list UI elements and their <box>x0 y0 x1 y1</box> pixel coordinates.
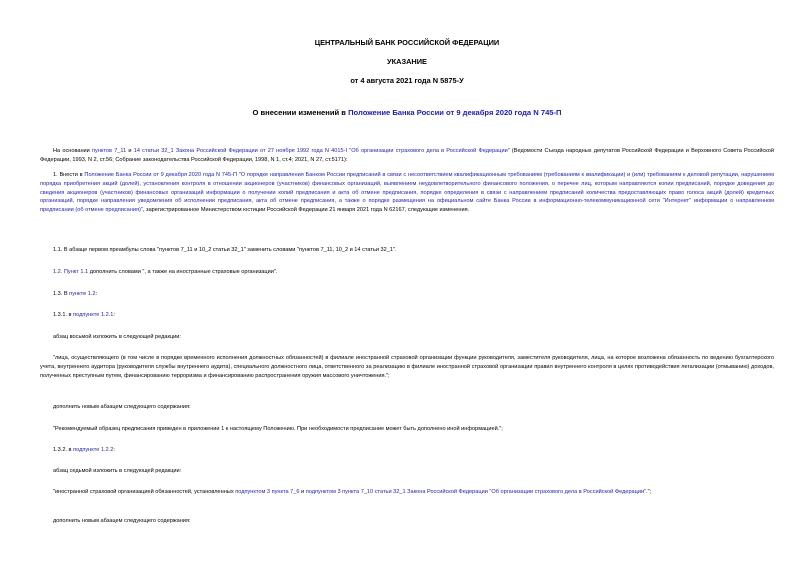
paragraph-eighth-abzac: абзац восьмой изложить в следующей редакции: <box>53 334 181 340</box>
link-point-1-2[interactable]: пункте 1.2 <box>69 291 96 297</box>
link-regulation-745-p[interactable]: Положение Банка России от 9 декабря 2020 года N 745-П "О порядке направления Банком России предписаний в связи с несоответствием квалификационным требованиям (требованиям к квалификации) и (или) требованиям к деловой репутации, нарушением порядка приобретения акций (долей), установления контроля в отношении акционеров (участников) финансовых организаций, выявлением неудовлетворительного финансового положения, о перечне лиц, которым направляются копии предписаний, порядке доведения до сведения акционеров (участников) финансовых организаций информации о получении копий предписания и акта об отмене предписания, порядке определения в связи с направлением предписаний количества предоставляющих право голоса акций (долей) кредитных организаций, порядке направления уведомления об исполнении предписания, акта об отмене предписания, а также о порядке размещения на официальном сайте Банка России в информационно-телекоммуникационной сети "Интернет" информации о направленном предписании (об отмене предписания)" <box>40 172 775 214</box>
paragraph-new-wording-1: "лица, осуществляющего (в том числе в порядке временного исполнения должностных обязанностей) в филиале иностранной страховой организации функции руководителя, заместителя руководителя, лица, на которое возложена обязанность по ведению бухгалтерского учета, внутреннего аудитора (руководителя службы внутреннего аудита), специального должностного лица, ответственного за реализацию в филиале иностранной страховой организации правил внутреннего контроля в целях противодействия легализации (отмыванию) доходов, полученных преступным путем, финансированию терроризма и финансированию распространения оружия массового уничтожения."; <box>40 355 774 379</box>
paragraph-add-abzac-2: дополнить новым абзацем следующего содержания: <box>53 518 191 524</box>
document-date-number: от 4 августа 2021 года N 5875-У <box>350 76 464 85</box>
issuer-heading: ЦЕНТРАЛЬНЫЙ БАНК РОССИЙСКОЙ ФЕДЕРАЦИИ <box>314 38 500 47</box>
link-subpoint-3-point-7-10[interactable]: подпунктом 3 пункта 7_10 статьи 32_1 Закона Российской Федерации "Об организации страхового дела в Российской Федерации" <box>305 489 647 495</box>
paragraph-new-wording-2: "иностранной страховой организацией обязанностей, установленных подпунктом 3 пункта 7_6 и подпунктом 3 пункта 7_10 статьи 32_1 Закона Российской Федерации "Об организации страхового дела в Российской Федерации"."; <box>53 489 652 495</box>
link-subpoint-1-2-2[interactable]: подпункте 1.2.2 <box>73 447 114 453</box>
link-subpoint-1-2-1[interactable]: подпункте 1.2.1 <box>73 312 114 318</box>
paragraph-item-1-3: 1.3. В пункте 1.2: <box>53 291 98 297</box>
document-title <box>40 108 774 117</box>
link-subpoint-3-point-7-6[interactable]: подпунктом 3 пункта 7_6 <box>235 489 300 495</box>
link-points-7-11[interactable]: пунктов 7_11 <box>92 148 127 154</box>
link-point-1-1[interactable]: 1.2. Пункт 1.1 <box>53 269 89 275</box>
paragraph-item-1-2: 1.2. Пункт 1.1 дополнить словами ", а также на иностранные страховые организации". <box>53 269 278 275</box>
paragraph-item-1-1: 1.1. В абзаце первом преамбулы слова "пунктов 7_11 и 10_2 статьи 32_1" заменить словами "пунктов 7_11, 10_2 и 14 статьи 32_1". <box>53 247 397 253</box>
title-regulation-link[interactable]: Положение Банка России от 9 декабря 2020 года N 745-П <box>348 108 562 117</box>
paragraph-sample-form: "Рекомендуемый образец предписания приведен в приложении 1 к настоящему Положению. При необходимости предписание может быть дополнено иной информацией."; <box>53 426 503 432</box>
link-law-4015-1[interactable]: 14 статьи 32_1 Закона Российской Федерации от 27 ноября 1992 года N 4015-I "Об организации страхового дела в Российской Федерации" <box>133 148 510 154</box>
title-prefix: О внесении изменений в <box>252 108 349 117</box>
document-type-heading: УКАЗАНИЕ <box>387 57 427 66</box>
paragraph-add-abzac-1: дополнить новым абзацем следующего содержания: <box>53 404 191 410</box>
paragraph-basis: На основании пунктов 7_11 и 14 статьи 32_1 Закона Российской Федерации от 27 ноября 1992 года N 4015-I "Об организации страхового дела в Российской Федерации" (Ведомости Съезда народных депутатов Российской Федерации и Верховного Совета Российской Федерации, 1993, N 2, ст.56; Собрание законодательства Российской Федерации, 1998, N 1, ст.4; 2021, N 27, ст.5171): <box>40 148 775 163</box>
paragraph-item-1: 1. Внести в Положение Банка России от 9 декабря 2020 года N 745-П "О порядке направления Банком России предписаний в связи с несоответствием квалификационным требованиям (требованиям к квалификации) и (или) требованиям к деловой репутации, нарушением порядка приобретения акций (долей), установления контроля в отношении акционеров (участников) финансовых организаций, выявлением неудовлетворительного финансового положения, о перечне лиц, которым направляются копии предписаний, порядке доведения до сведения акционеров (участников) финансовых организаций информации о получении копий предписания и акта об отмене предписания, порядке определения в связи с направлением предписаний количества предоставляющих право голоса акций (долей) кредитных организаций, порядке направления уведомления об исполнении предписания, акта об отмене предписания, а также о порядке размещения на официальном сайте Банка России в информационно-телекоммуникационной сети "Интернет" информации о направленном предписании (об отмене предписания)", зарегистрированное Министерством юстиции Российской Федерации 21 января 2021 года N 62167, следующие изменения. <box>40 172 775 214</box>
document-page <box>40 0 774 571</box>
paragraph-seventh-abzac: абзац седьмой изложить в следующей редакции: <box>53 468 182 474</box>
paragraph-item-1-3-2: 1.3.2. в подпункте 1.2.2: <box>53 447 115 453</box>
paragraph-item-1-3-1: 1.3.1. в подпункте 1.2.1: <box>53 312 115 318</box>
